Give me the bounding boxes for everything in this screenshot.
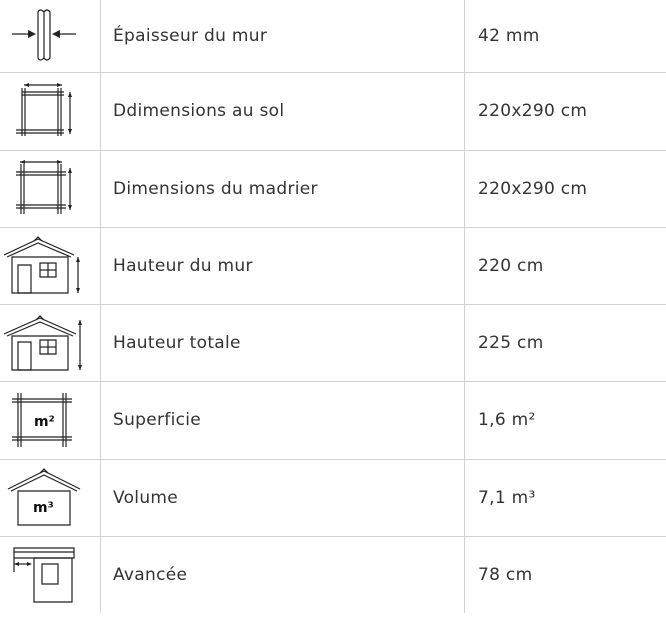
table-row (0, 150, 666, 227)
surface-area-icon (0, 381, 100, 459)
total-height-icon (0, 304, 100, 381)
row-value: 220x290 cm (478, 101, 588, 121)
floor-dimensions-icon (0, 72, 100, 150)
table-row (0, 0, 666, 72)
row-value: 42 mm (478, 26, 540, 46)
row-value: 7,1 m³ (478, 487, 536, 508)
table-row (0, 72, 666, 150)
volume-unit-label: m³ (33, 500, 54, 516)
table-row (0, 536, 666, 613)
surface-unit-label: m² (34, 414, 55, 430)
row-value: 220 cm (478, 255, 544, 276)
log-dimensions-icon (0, 150, 100, 227)
row-value: 78 cm (478, 564, 533, 585)
row-value: 225 cm (478, 332, 544, 353)
canopy-icon (0, 536, 100, 613)
table-row (0, 459, 666, 536)
row-label: Épaisseur du mur (113, 26, 268, 46)
row-label: Avancée (113, 564, 188, 585)
row-label: Superficie (113, 410, 202, 430)
table-row (0, 227, 666, 304)
wall-height-icon (0, 227, 100, 304)
row-label: Hauteur du mur (113, 255, 253, 276)
row-label: Hauteur totale (113, 332, 241, 353)
row-label: Volume (113, 487, 179, 508)
row-label: Ddimensions au sol (113, 101, 285, 121)
table-row (0, 304, 666, 381)
volume-icon (0, 459, 100, 536)
row-label: Dimensions du madrier (113, 178, 318, 199)
wall-thickness-icon (0, 0, 100, 72)
row-value: 220x290 cm (478, 178, 588, 199)
table-row (0, 381, 666, 459)
row-value: 1,6 m² (478, 410, 536, 430)
